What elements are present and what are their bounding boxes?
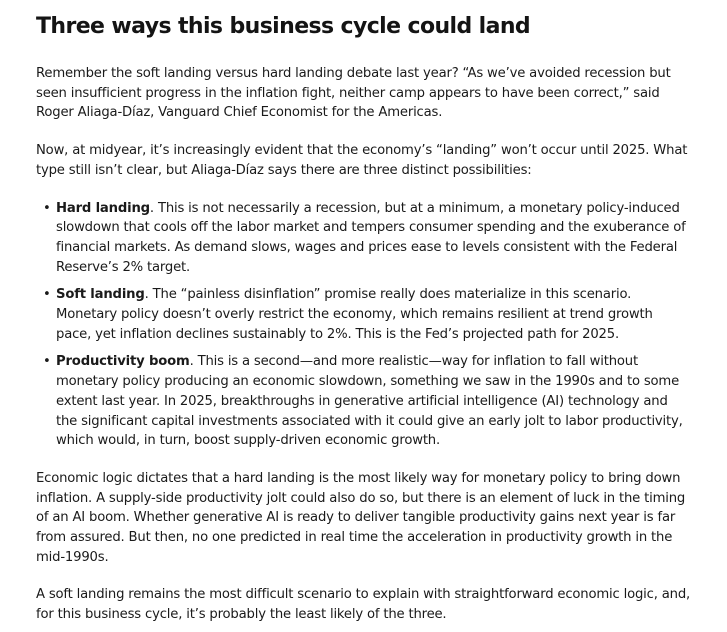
economic-logic-paragraph: Economic logic dictates that a hard landing is the most likely way for monetary policy to bring down inflation. A supply-side productivity jolt could also do so, but there is an element of luck in the timing of an AI boom. Whether generative AI is ready to deliver tangible productivity gains next year is far from assured. But then, no one predicted in real time the acceleration in productivity growth in the mid-1990s. (36, 470, 686, 565)
soft-landing-conclusion-paragraph: A soft landing remains the most difficult scenario to explain with straightforward economic logic, and, for this business cycle, it’s probably the least likely of the three. (36, 587, 691, 623)
bullet-icon: • (43, 200, 51, 216)
article-title: Three ways this business cycle could land (36, 14, 531, 39)
bullet-icon: • (43, 354, 51, 370)
description-productivity-boom: . This is a second—and more realistic—way for inflation to fall without monetary policy producing an economic slowdown, something we saw in the 1990s and to some extent last year. In 2025, breakthroughs in generative artificial intelligence (AI) technology and the significant capital investments associated with it could give an early jolt to labor productivity, which would, in turn, boost supply-driven economic growth. (56, 354, 683, 449)
landing-scenarios-list (36, 199, 691, 451)
term-productivity-boom: Productivity boom (56, 354, 190, 370)
bullet-icon: • (43, 287, 51, 303)
term-hard-landing: Hard landing (56, 200, 150, 216)
description-hard-landing: . This is not necessarily a recession, but at a minimum, a monetary policy-induced slowdown that cools off the labor market and tempers consumer spending and the exuberance of financial markets. As demand slows, wages and prices ease to levels consistent with the Federal Reserve’s 2% target. (56, 200, 686, 275)
list-item-productivity-boom (36, 352, 691, 451)
description-soft-landing: . The “painless disinflation” promise really does materialize in this scenario. Monetary policy doesn’t overly restrict the economy, which remains resilient at trend growth pace, yet inflation declines sustainably to 2%. This is the Fed’s projected path for 2025. (56, 287, 653, 342)
list-item-soft-landing (36, 285, 691, 344)
possibilities-paragraph: Now, at midyear, it’s increasingly evident that the economy’s “landing” won’t occur until 2025. What type still isn’t clear, but Aliaga-Díaz says there are three distinct possibilities: (36, 143, 688, 178)
term-soft-landing: Soft landing (56, 287, 145, 303)
intro-paragraph: Remember the soft landing versus hard landing debate last year? “As we’ve avoided recession but seen insufficient progress in the inflation fight, neither camp appears to have been correct,” said Roger Aliaga-Díaz, Vanguard Chief Economist for the Americas. (36, 66, 671, 121)
list-item-hard-landing (36, 199, 691, 278)
